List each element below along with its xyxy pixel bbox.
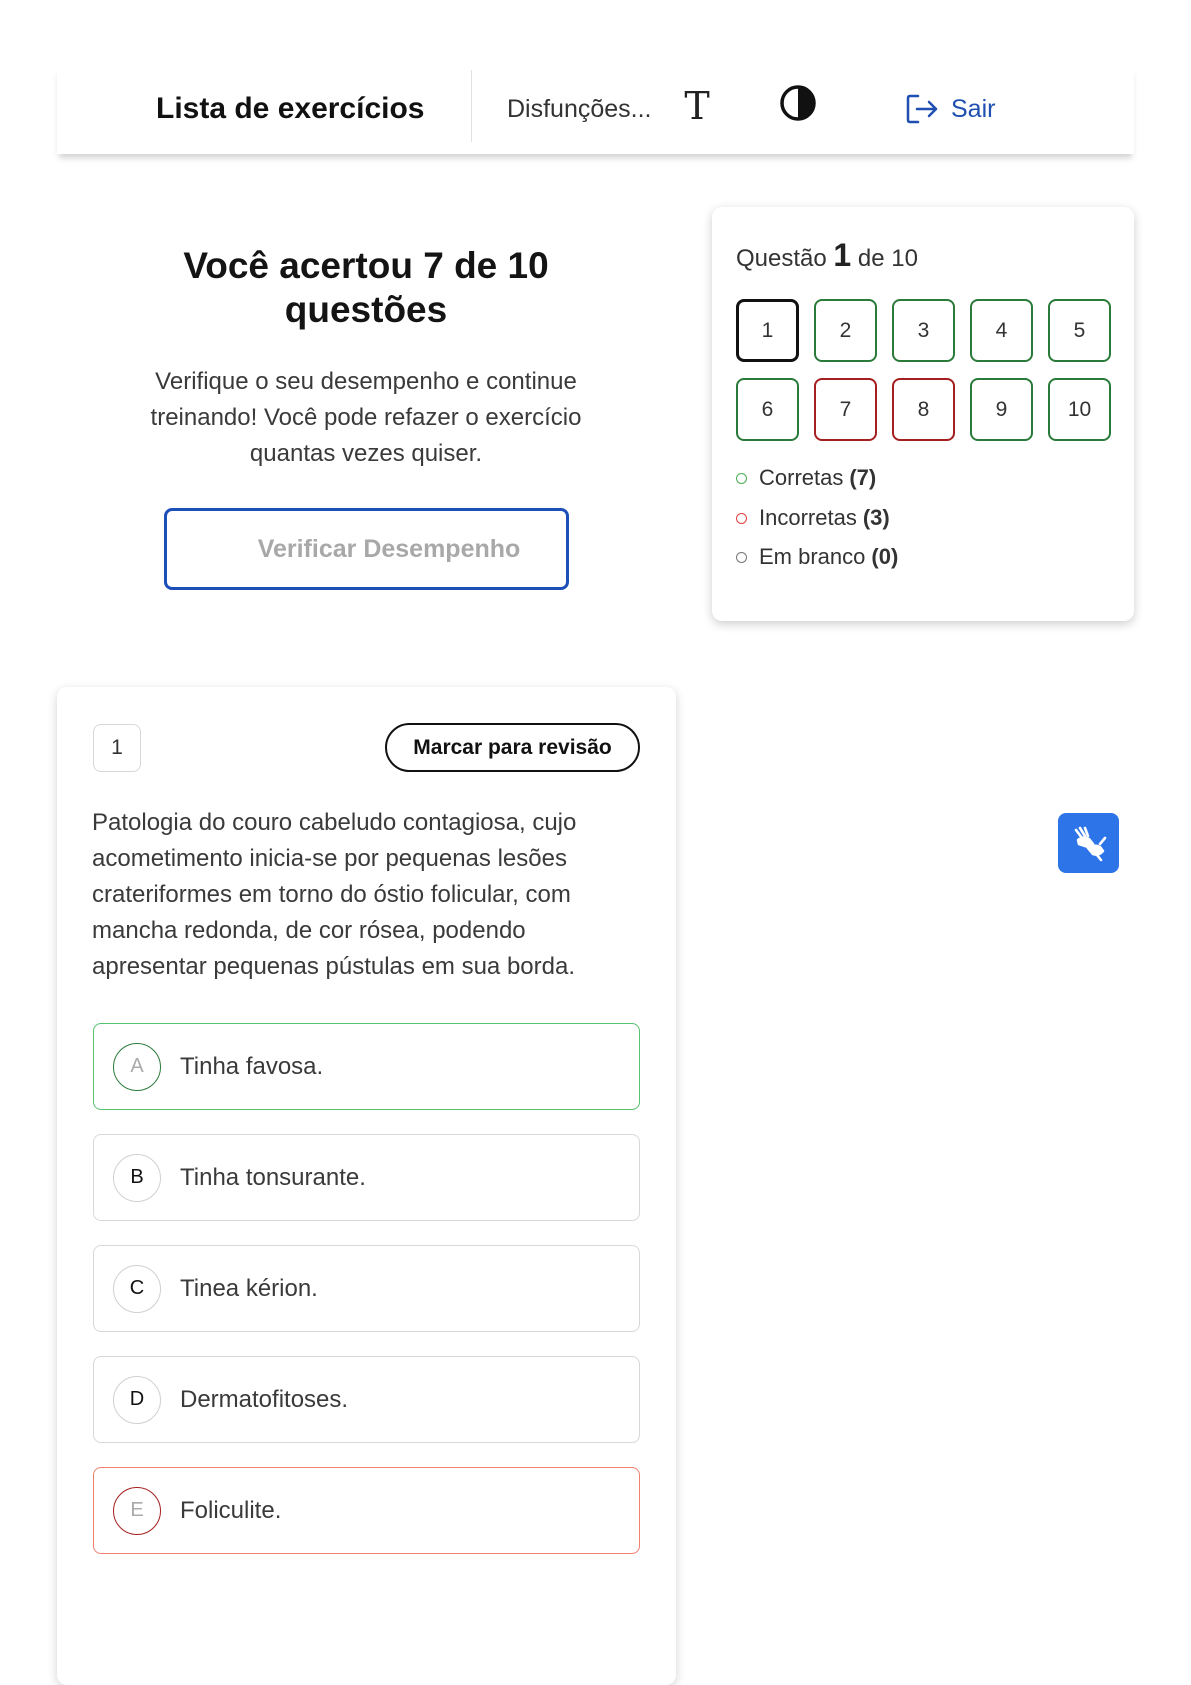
- page-title: Lista de exercícios: [156, 92, 425, 125]
- accessibility-button[interactable]: [1058, 813, 1119, 873]
- question-nav-button[interactable]: 7: [814, 378, 877, 441]
- correct-dot-icon: [736, 473, 747, 484]
- question-nav-button[interactable]: 4: [970, 299, 1033, 362]
- answer-option-c[interactable]: [93, 1245, 640, 1332]
- option-text: Tinha favosa.: [180, 1052, 324, 1080]
- question-number-badge: 1: [93, 724, 141, 772]
- contrast-icon[interactable]: [779, 84, 819, 124]
- legend-count: (3): [862, 505, 890, 530]
- option-text: Dermatofitoses.: [180, 1385, 349, 1413]
- legend-label: Corretas: [759, 465, 844, 490]
- question-nav-button[interactable]: 2: [814, 299, 877, 362]
- option-letter: C: [113, 1265, 161, 1313]
- current-question-number: 1: [833, 237, 852, 273]
- question-nav-button[interactable]: 10: [1048, 378, 1111, 441]
- legend-blank: [736, 544, 898, 570]
- question-navigator: [712, 207, 1134, 621]
- mark-for-review-button[interactable]: Marcar para revisão: [385, 723, 640, 772]
- logout-label: Sair: [951, 94, 996, 123]
- legend-count: (0): [871, 544, 899, 569]
- option-letter: B: [113, 1154, 161, 1202]
- question-nav-button[interactable]: 8: [892, 378, 955, 441]
- question-card: [57, 687, 676, 1685]
- option-text: Foliculite.: [180, 1496, 282, 1524]
- logout-button[interactable]: [905, 86, 995, 132]
- question-text: Patologia do couro cabeludo contagiosa, cujo acometimento inicia-se por pequenas lesões crateriformes em torno do óstio folicular, com mancha redonda, de cor rósea, podendo apresentar pequenas pústulas em sua borda.: [92, 809, 577, 980]
- question-nav-button[interactable]: 1: [736, 299, 799, 362]
- question-nav-button[interactable]: 5: [1048, 299, 1111, 362]
- header-divider: [471, 70, 472, 142]
- option-text: Tinha tonsurante.: [180, 1163, 366, 1191]
- verify-performance-button[interactable]: Verificar Desempenho: [164, 508, 569, 590]
- logout-icon: [905, 93, 939, 125]
- answer-option-a[interactable]: [93, 1023, 640, 1110]
- question-counter-suffix: de 10: [857, 245, 918, 272]
- question-nav-button[interactable]: 9: [970, 378, 1033, 441]
- subject-name: Disfunções...: [507, 95, 652, 123]
- option-letter: E: [113, 1487, 161, 1535]
- incorrect-dot-icon: [736, 513, 747, 524]
- top-header: [57, 66, 1134, 154]
- answer-option-b[interactable]: [93, 1134, 640, 1221]
- legend-label: Incorretas: [759, 505, 857, 530]
- font-size-icon[interactable]: T: [684, 84, 710, 128]
- option-letter: A: [113, 1043, 161, 1091]
- option-letter: D: [113, 1376, 161, 1424]
- result-title: Você acertou 7 de 10 questões: [183, 245, 549, 330]
- answer-option-d[interactable]: [93, 1356, 640, 1443]
- question-nav-button[interactable]: 6: [736, 378, 799, 441]
- legend-correct: [736, 465, 876, 491]
- legend-count: (7): [849, 465, 877, 490]
- blank-dot-icon: [736, 552, 747, 563]
- question-counter: [736, 237, 918, 274]
- question-nav-button[interactable]: 3: [892, 299, 955, 362]
- legend-incorrect: [736, 505, 890, 531]
- option-text: Tinea kérion.: [180, 1274, 318, 1302]
- question-counter-prefix: Questão: [736, 245, 827, 272]
- result-description: Verifique o seu desempenho e continue treinando! Você pode refazer o exercício quantas vezes quiser.: [150, 368, 582, 467]
- legend-label: Em branco: [759, 544, 866, 569]
- answer-option-e[interactable]: [93, 1467, 640, 1554]
- sign-language-hands-icon: [1070, 824, 1108, 862]
